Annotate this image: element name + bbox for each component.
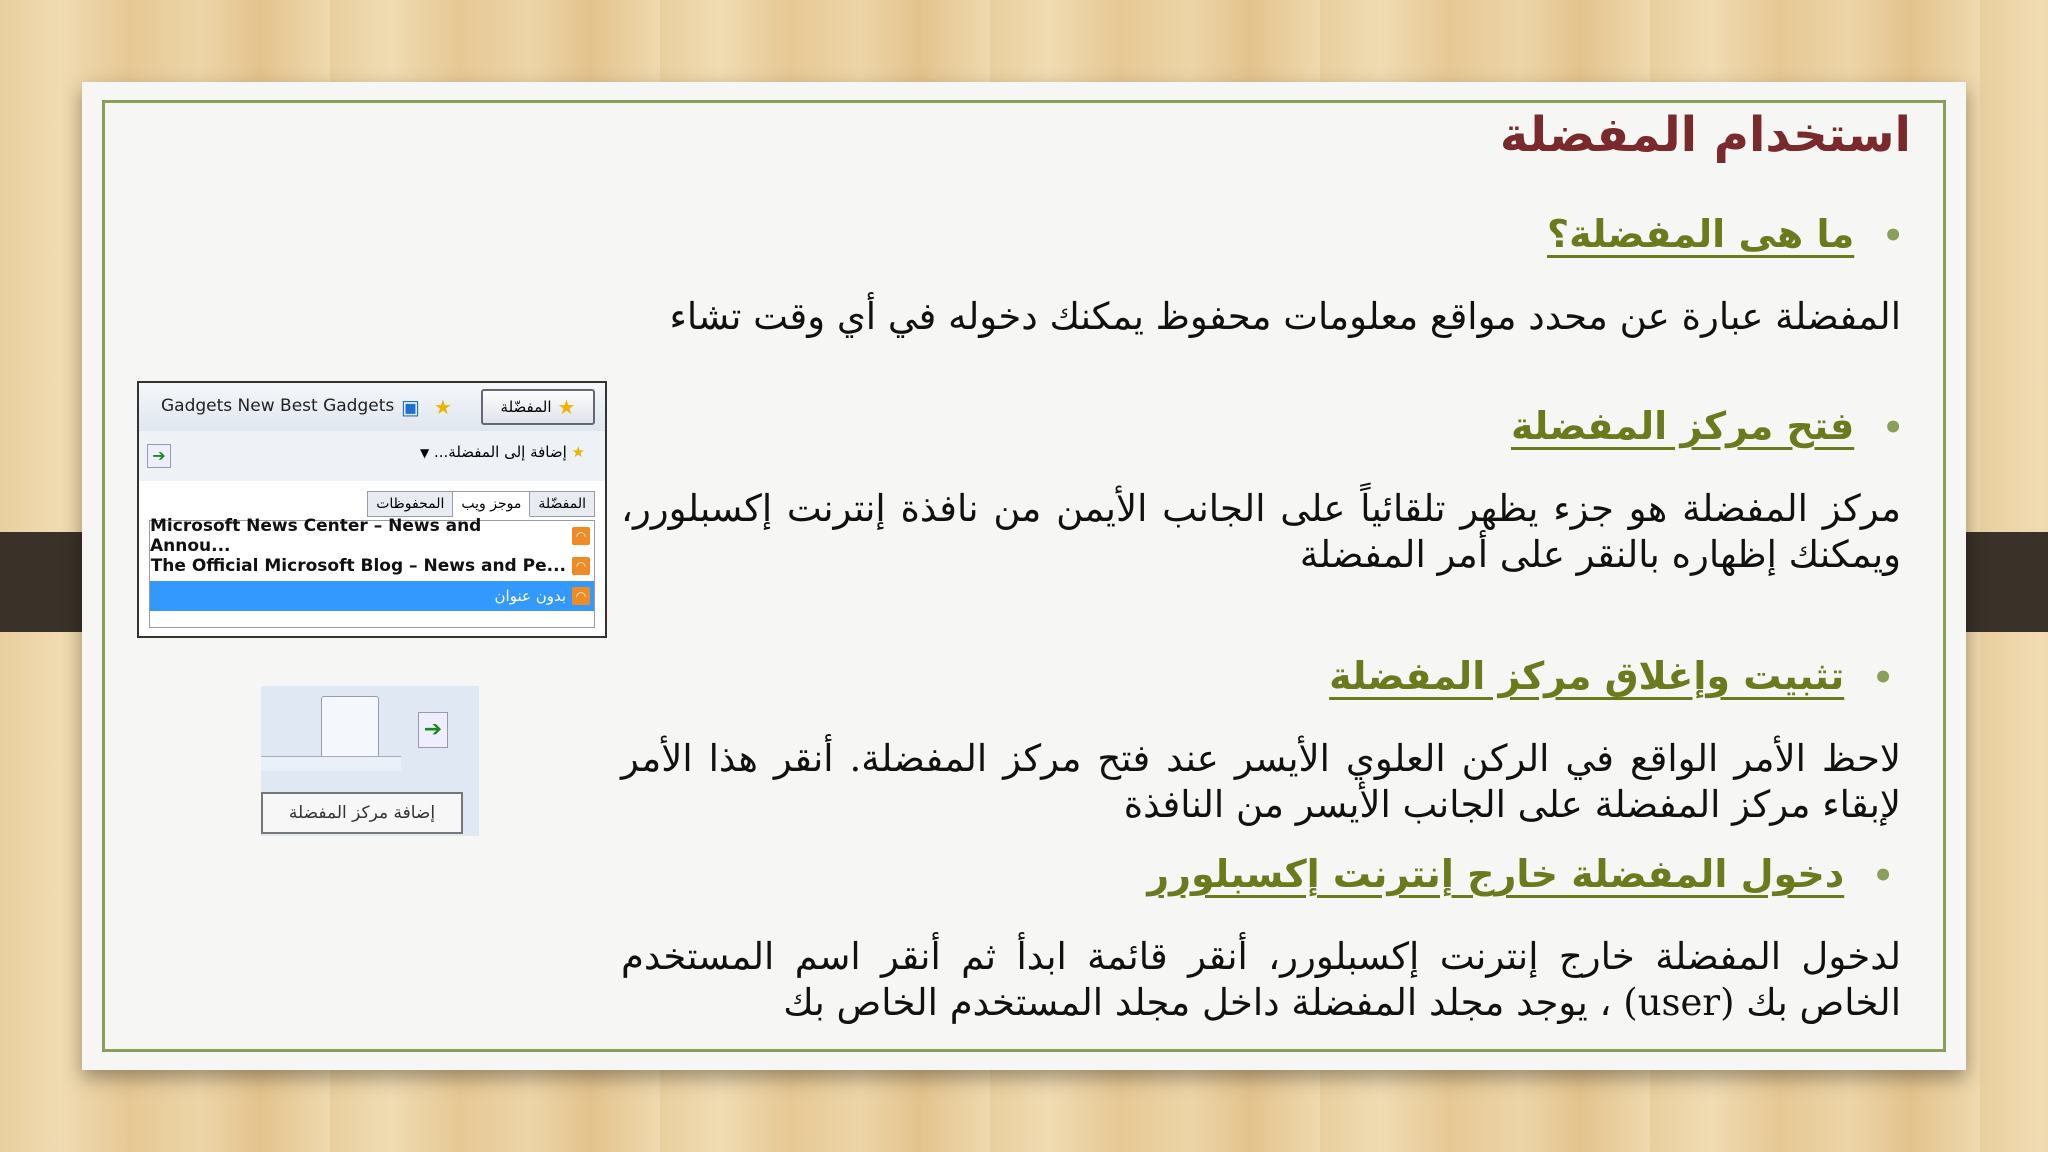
heading-text: فتح مركز المفضلة bbox=[1511, 404, 1855, 448]
panel-box bbox=[321, 696, 379, 758]
chevron-down-icon: ▼ bbox=[419, 446, 430, 460]
add-star-icon[interactable]: ★ bbox=[434, 395, 452, 419]
ie-toolbar bbox=[139, 383, 605, 431]
tab-favorites[interactable]: المفضّلة bbox=[529, 491, 595, 517]
add-to-favorites-label: إضافة إلى المفضلة... bbox=[433, 443, 567, 461]
pin-arrow-icon[interactable]: ➔ bbox=[147, 444, 171, 468]
slide bbox=[82, 82, 1966, 1070]
bullet-dot-icon: • bbox=[1882, 216, 1904, 256]
pin-favorites-screenshot bbox=[261, 686, 479, 836]
favorites-button[interactable] bbox=[481, 389, 595, 425]
ie-favorites-toolbar bbox=[139, 431, 605, 481]
ie-favorites-screenshot bbox=[137, 381, 607, 638]
ie-page-icon: ▣ bbox=[401, 395, 420, 419]
bullet-dot-icon: • bbox=[1872, 856, 1894, 896]
slide-title: استخدام المفضلة bbox=[1499, 107, 1911, 163]
tab-history[interactable]: المحفوظات bbox=[367, 491, 453, 517]
star-icon: ★ bbox=[557, 395, 576, 419]
bullet-heading-1 bbox=[1547, 212, 1904, 256]
heading-text: ما هى المفضلة؟ bbox=[1547, 212, 1855, 256]
pin-arrow-icon[interactable]: ➔ bbox=[418, 712, 448, 748]
feeds-list bbox=[149, 516, 595, 628]
rss-icon: ◠ bbox=[572, 557, 590, 575]
gadgets-link[interactable]: Gadgets New Best Gadgets bbox=[161, 396, 395, 416]
bullet-heading-2 bbox=[1511, 404, 1904, 448]
feed-label: Microsoft News Center – News and Annou... bbox=[150, 516, 482, 556]
ie-tabs bbox=[368, 491, 595, 517]
list-item[interactable] bbox=[150, 516, 594, 556]
list-item[interactable] bbox=[150, 581, 594, 611]
bullet-heading-4 bbox=[1147, 852, 1894, 896]
section-1-text: المفضلة عبارة عن محدد مواقع معلومات محفوظ يمكنك دخوله في أي وقت تشاء bbox=[669, 295, 1901, 338]
add-to-favorites-button[interactable] bbox=[420, 443, 585, 461]
heading-text: تثبيت وإغلاق مركز المفضلة bbox=[1329, 654, 1845, 698]
section-2-text: مركز المفضلة هو جزء يظهر تلقائياً على الجانب الأيمن من نافذة إنترنت إكسبلورر، ويمكنك إظهاره بالنقر على أمر المفضلة bbox=[621, 487, 1901, 576]
bullet-dot-icon: • bbox=[1872, 658, 1894, 698]
tab-feeds[interactable]: موجز ويب bbox=[452, 491, 530, 517]
section-4-text: لدخول المفضلة خارج إنترنت إكسبلورر، أنقر قائمة ابدأ ثم أنقر اسم المستخدم الخاص بك (user) ، يوجد مجلد المفضلة داخل مجلد المستخدم الخاص بك bbox=[621, 935, 1901, 1024]
rss-icon: ◠ bbox=[572, 527, 590, 545]
favorites-button-label: المفضّلة bbox=[500, 398, 552, 416]
add-star-icon: ★ bbox=[571, 443, 585, 461]
list-item[interactable] bbox=[150, 551, 594, 581]
rss-icon: ◠ bbox=[572, 587, 590, 605]
panel-strip bbox=[261, 756, 401, 771]
heading-text: دخول المفضلة خارج إنترنت إكسبلورر bbox=[1147, 852, 1845, 896]
pin-tooltip: إضافة مركز المفضلة bbox=[261, 792, 463, 834]
feed-label: The Official Microsoft Blog – News and Pe... bbox=[150, 556, 566, 576]
bullet-heading-3 bbox=[1329, 654, 1894, 698]
bullet-dot-icon: • bbox=[1882, 408, 1904, 448]
feed-label: بدون عنوان bbox=[494, 587, 566, 605]
section-3-text: لاحظ الأمر الواقع في الركن العلوي الأيسر عند فتح مركز المفضلة. أنقر هذا الأمر لإبقاء مركز المفضلة على الجانب الأيسر من النافذة bbox=[621, 737, 1901, 826]
